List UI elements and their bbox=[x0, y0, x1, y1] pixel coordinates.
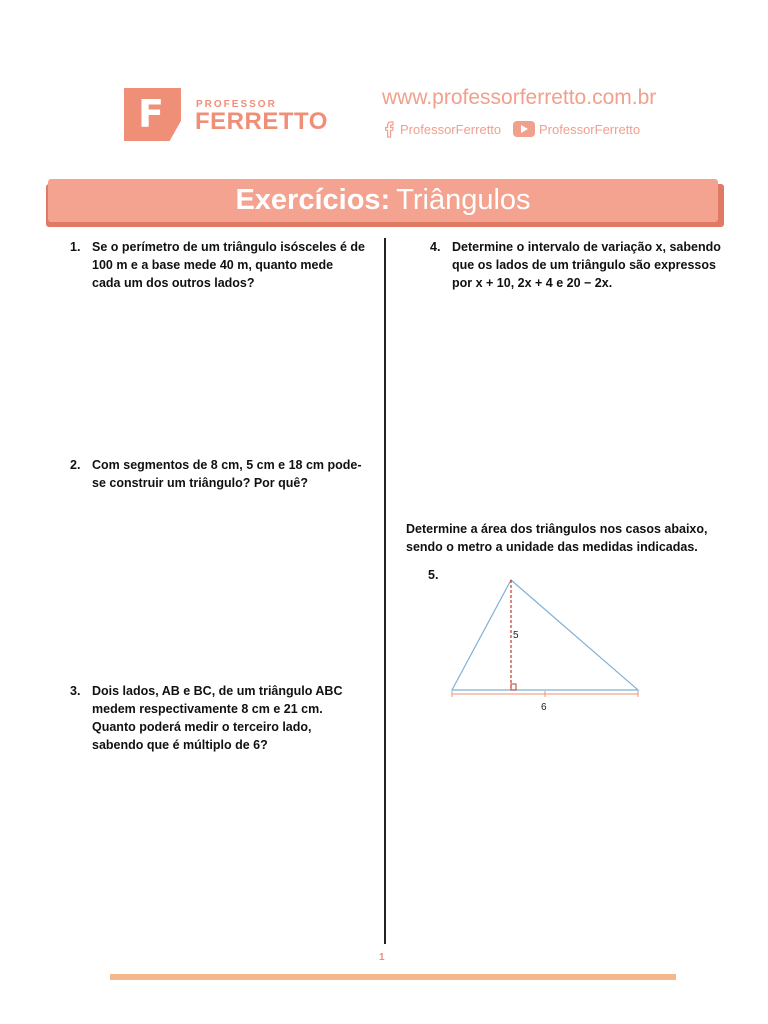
question-5-number: 5. bbox=[428, 568, 439, 582]
youtube-handle: ProfessorFerretto bbox=[539, 121, 641, 137]
logo-letter: F bbox=[138, 92, 164, 136]
triangle-figure bbox=[440, 570, 650, 720]
question-number: 1. bbox=[70, 240, 81, 254]
question-line: que os lados de um triângulo são expressos bbox=[452, 258, 716, 272]
question-line: medem respectivamente 8 cm e 21 cm. bbox=[92, 702, 323, 716]
facebook-handle: ProfessorFerretto bbox=[400, 122, 502, 137]
question-line: por x + 10, 2x + 4 e 20 − 2x. bbox=[452, 276, 613, 290]
question-number: 3. bbox=[70, 684, 81, 698]
question-number: 4. bbox=[430, 240, 441, 254]
facebook-icon bbox=[382, 121, 396, 138]
title-banner bbox=[48, 179, 718, 222]
instruction-line: Determine a área dos triângulos nos casos abaixo, bbox=[406, 522, 708, 536]
title-rest: Triângulos bbox=[396, 184, 531, 216]
height-label: 5 bbox=[513, 630, 519, 641]
question-line: Com segmentos de 8 cm, 5 cm e 18 cm pode- bbox=[92, 458, 362, 472]
question-line: Se o perímetro de um triângulo isósceles é de bbox=[92, 240, 365, 254]
youtube-link[interactable] bbox=[513, 121, 640, 137]
page-number: 1 bbox=[379, 952, 385, 963]
area-instructions bbox=[406, 520, 736, 556]
question-line: sabendo que é múltiplo de 6? bbox=[92, 738, 268, 752]
youtube-icon bbox=[513, 121, 535, 137]
logo-professor-text: PROFESSOR bbox=[196, 99, 277, 110]
footer-bar bbox=[110, 974, 676, 980]
facebook-link[interactable] bbox=[382, 121, 501, 138]
question-line: 100 m e a base mede 40 m, quanto mede bbox=[92, 258, 334, 272]
right-angle-mark bbox=[511, 684, 516, 690]
website-link[interactable]: www.professorferretto.com.br bbox=[382, 86, 657, 109]
column-divider bbox=[384, 238, 386, 944]
question-line: Determine o intervalo de variação x, sabendo bbox=[452, 240, 721, 254]
question-line: Quanto poderá medir o terceiro lado, bbox=[92, 720, 312, 734]
base-label: 6 bbox=[541, 702, 547, 713]
triangle-shape bbox=[452, 580, 638, 690]
question-line: se construir um triângulo? Por quê? bbox=[92, 476, 308, 490]
question-line: cada um dos outros lados? bbox=[92, 276, 255, 290]
title-bold: Exercícios: bbox=[235, 184, 391, 216]
question-number: 2. bbox=[70, 458, 81, 472]
instruction-line: sendo o metro a unidade das medidas indicadas. bbox=[406, 540, 698, 554]
logo-ferretto-text: FERRETTO bbox=[195, 108, 328, 135]
question-line: Dois lados, AB e BC, de um triângulo ABC bbox=[92, 684, 343, 698]
